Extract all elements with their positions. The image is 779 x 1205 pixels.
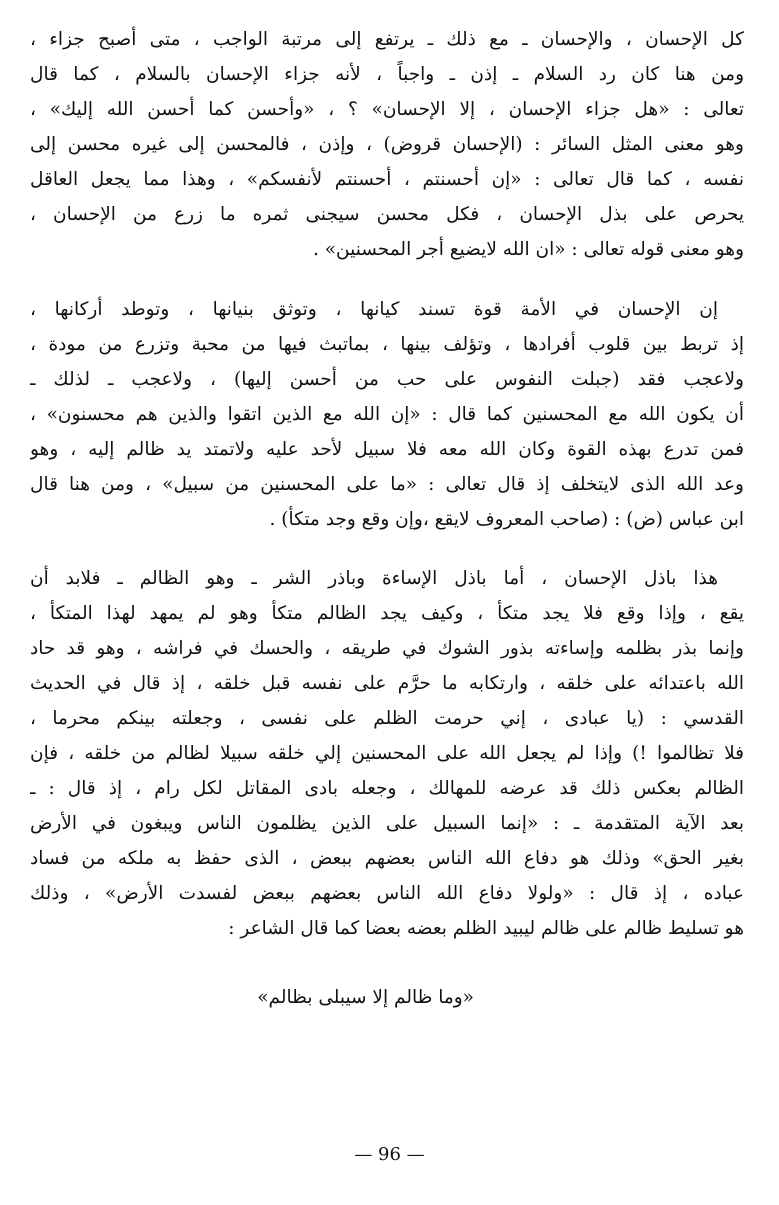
paragraph-1 — [30, 22, 744, 267]
text-line: ابن عباس (ض) : (صاحب المعروف لايقع ،وإن وقع وجد متكأ) . — [269, 509, 744, 530]
text-line: إذ تربط بين قلوب أفرادها ، وتؤلف بينها ، بماتبث فيها من محبة وتزرع من مودة ، — [30, 334, 744, 355]
text-line: أن يكون الله مع المحسنين كما قال : «إن الله مع الذين اتقوا والذين هم محسنون» ، — [30, 404, 744, 425]
text-line: وهو معنى قوله تعالى : «ان الله لايضيع أجر المحسنين» . — [312, 239, 744, 260]
text-line: الله باعتدائه على خلقه ، وارتكابه ما حرَّم على نفسه قبل خلقه ، إذ قال في الحديث — [30, 673, 744, 694]
paragraph-2 — [30, 292, 744, 537]
text-line: تعالى : «هل جزاء الإحسان ، إلا الإحسان» ؟ ، «وأحسن كما أحسن الله إليك» ، — [30, 99, 744, 120]
text-line: يقع ، وإذا وقع فلا يجد متكأ ، وكيف يجد الظالم متكأ وهو لم يمهد لهذا المتكأ ، — [30, 603, 744, 624]
text-line: وإنما بذر بظلمه وإساءته بذور الشوك في طريقه ، والحسك في فراشه ، وهو قد حاد — [30, 638, 744, 659]
text-line: ولاعجب فقد (جبلت النفوس على حب من أحسن إليها) ، ولاعجب ـ لذلك ـ — [30, 369, 744, 390]
text-line: ومن هنا كان رد السلام ـ إذن ـ واجباً ، لأنه جزاء الإحسان بالسلام ، كما قال — [30, 64, 744, 85]
verse-line: «وما ظالم إلا سيبلى بظالم» — [257, 987, 474, 1008]
text-line: هذا باذل الإحسان ، أما باذل الإساءة وباذر الشر ـ وهو الظالم ـ فلابد أن — [30, 568, 718, 589]
text-line: كل الإحسان ، والإحسان ـ مع ذلك ـ يرتفع إلى مرتبة الواجب ، متى أصبح جزاء ، — [30, 29, 744, 50]
text-line: وعد الله الذى لايتخلف إذ قال تعالى : «ما على المحسنين من سبيل» ، ومن هنا قال — [30, 474, 744, 495]
text-line: بغير الحق» وذلك هو دفاع الله الناس بعضهم ببعض ، الذى حفظ به ملكه من فساد — [30, 848, 744, 869]
text-line: فمن تدرع بهذه القوة وكان الله معه فلا سبيل لأحد عليه ولاتمتد يد ظالم إليه ، وهو — [30, 439, 744, 460]
text-line: القدسي : (يا عبادى ، إني حرمت الظلم على نفسى ، وجعلته بينكم محرما ، — [30, 708, 744, 729]
text-line: فلا تظالموا !) وإذا لم يجعل الله على المحسنين إلي خلقه سبيلا لظالم من خلقه ، فإن — [30, 743, 744, 764]
text-line: الظالم بعكس ذلك قد عرضه للمهالك ، وجعله بادى المقاتل لكل رام ، إذ قال : ـ — [30, 778, 744, 799]
paragraph-3 — [30, 561, 744, 946]
page-number: — 96 — — [354, 1144, 425, 1165]
text-line: هو تسليط ظالم على ظالم ليبيد الظلم بعضه بعضا كما قال الشاعر : — [228, 918, 744, 939]
text-line: عباده ، إذ قال : «ولولا دفاع الله الناس بعضهم ببعض لفسدت الأرض» ، وذلك — [30, 883, 744, 904]
text-line: يحرص على بذل الإحسان ، فكل محسن سيجنى ثمره ما زرع من الإحسان ، — [30, 204, 744, 225]
text-line: نفسه ، كما قال تعالى : «إن أحسنتم ، أحسنتم لأنفسكم» ، وهذا مما يجعل العاقل — [30, 169, 744, 190]
page-body — [30, 22, 744, 1015]
text-line: إن الإحسان في الأمة قوة تسند كيانها ، وتوثق بنيانها ، وتوطد أركانها ، — [30, 299, 718, 320]
text-line: بعد الآية المتقدمة ـ : «إنما السبيل على الذين يظلمون الناس ويبغون في الأرض — [30, 813, 744, 834]
text-line: وهو معنى المثل السائر : (الإحسان قروض) ، وإذن ، فالمحسن إلى غيره محسن إلى — [30, 134, 744, 155]
